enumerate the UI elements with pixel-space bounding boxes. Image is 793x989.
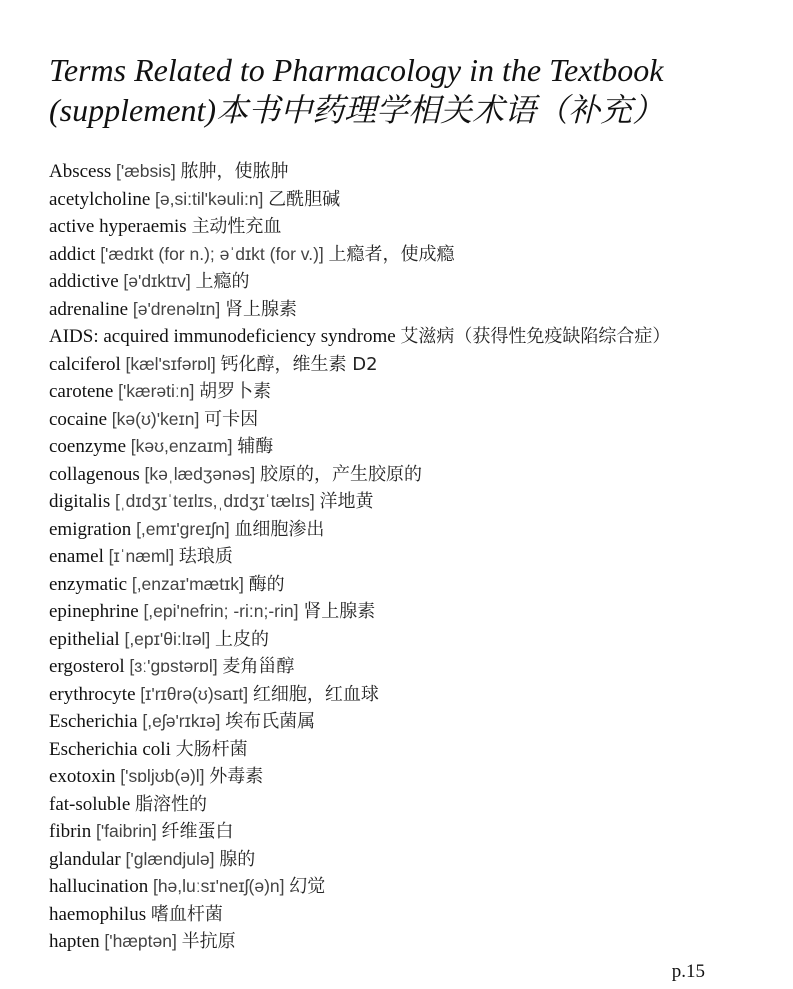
entry-term: coenzyme xyxy=(49,436,127,457)
entry-translation: 乙酰胆碱 xyxy=(268,188,341,210)
entry-translation: 洋地黄 xyxy=(319,491,374,512)
glossary-entry xyxy=(49,378,670,406)
entry-translation: 大肠杆菌 xyxy=(175,738,248,760)
entry-translation: 半抗原 xyxy=(181,931,236,952)
entry-term: calciferol xyxy=(49,353,121,375)
title-line-2: (supplement)本书中药理学相关术语（补充） xyxy=(49,92,665,128)
glossary-entry xyxy=(49,846,670,874)
glossary-entry xyxy=(49,873,670,901)
glossary-entry xyxy=(49,708,670,736)
entry-term: Escherichia coli xyxy=(49,738,171,760)
entry-pronunciation: [ə'dɪktɪv] xyxy=(123,271,191,291)
entry-term: hapten xyxy=(49,931,100,952)
entry-pronunciation: [,epɪ'θi:lɪəl] xyxy=(124,628,211,649)
entry-translation: 脂溶性的 xyxy=(135,793,208,815)
entry-translation: 嗜血杆菌 xyxy=(150,903,223,925)
glossary-entry xyxy=(49,268,670,296)
entry-pronunciation: [hə,luːsɪ'neɪʃ(ə)n] xyxy=(152,876,285,896)
entry-translation: 可卡因 xyxy=(204,408,259,430)
entry-pronunciation: [ə,si:til'kəuli:n] xyxy=(155,188,264,209)
entry-pronunciation: ['faibrin] xyxy=(95,821,157,841)
page-title xyxy=(49,50,769,130)
entry-pronunciation: ['kærətiːn] xyxy=(118,381,195,401)
entry-pronunciation: ['sɒljʊb(ə)l] xyxy=(120,766,205,786)
entry-term: carotene xyxy=(49,381,114,402)
entry-translation: 上瘾的 xyxy=(195,271,250,292)
entry-pronunciation: [kæl'sɪfərɒl] xyxy=(125,353,216,374)
glossary-entry xyxy=(49,296,670,324)
entry-pronunciation: ['glændjulə] xyxy=(125,848,215,869)
entry-term: hallucination xyxy=(49,876,149,897)
glossary-entry xyxy=(49,488,670,516)
entry-term: active hyperaemis xyxy=(49,216,187,237)
title-line-1: Terms Related to Pharmacology in the Textbook xyxy=(49,52,664,88)
glossary-list xyxy=(49,158,670,956)
glossary-entry xyxy=(49,516,670,544)
entry-term: cocaine xyxy=(49,408,108,430)
entry-pronunciation: [ɜː'gɒstərɒl] xyxy=(129,656,218,676)
entry-pronunciation: [ə'drenəlɪn] xyxy=(132,298,221,319)
glossary-entry xyxy=(49,186,670,214)
glossary-entry xyxy=(49,543,670,571)
entry-term: epinephrine xyxy=(49,601,139,622)
entry-translation: 幻觉 xyxy=(289,876,326,897)
glossary-entry xyxy=(49,158,670,186)
entry-term: epithelial xyxy=(49,628,120,650)
glossary-entry xyxy=(49,653,670,681)
entry-term: erythrocyte xyxy=(49,683,136,705)
entry-translation: 外毒素 xyxy=(209,766,264,787)
entry-pronunciation: [kəʊ,enzaɪm] xyxy=(130,436,233,456)
entry-translation: 艾滋病（获得性免疫缺陷综合症） xyxy=(400,326,671,347)
glossary-entry xyxy=(49,461,670,489)
entry-term: Escherichia xyxy=(49,711,138,732)
entry-translation: 主动性充血 xyxy=(191,216,282,237)
glossary-entry xyxy=(49,791,670,819)
entry-translation: 胡罗卜素 xyxy=(199,381,272,402)
glossary-entry xyxy=(49,213,670,241)
glossary-entry xyxy=(49,763,670,791)
entry-translation: 血细胞渗出 xyxy=(234,518,325,540)
entry-pronunciation: ['æbsis] xyxy=(116,161,176,181)
entry-pronunciation: [kə(ʊ)'keɪn] xyxy=(111,408,200,429)
entry-term: addict xyxy=(49,243,96,265)
glossary-entry xyxy=(49,406,670,434)
entry-term: acetylcholine xyxy=(49,188,151,210)
entry-pronunciation: [kəˌlædʒənəs] xyxy=(144,463,256,484)
entry-translation: 纤维蛋白 xyxy=(161,821,234,842)
glossary-entry xyxy=(49,433,670,461)
entry-translation: 珐琅质 xyxy=(178,546,233,567)
entry-pronunciation: ['hæptən] xyxy=(104,931,177,951)
entry-term: glandular xyxy=(49,848,121,870)
entry-pronunciation: [ˌdɪdʒɪˈteɪlɪs,ˌdɪdʒɪˈtælɪs] xyxy=(114,491,315,511)
entry-translation: 上皮的 xyxy=(215,628,270,650)
glossary-entry xyxy=(49,241,670,269)
entry-term: adrenaline xyxy=(49,298,129,320)
glossary-entry xyxy=(49,901,670,929)
entry-pronunciation: [,epi'nefrin; -ri:n;-rin] xyxy=(143,601,299,621)
glossary-entry xyxy=(49,598,670,626)
entry-pronunciation: ['ædɪkt (for n.); əˈdɪkt (for v.)] xyxy=(100,243,324,264)
entry-translation: 辅酶 xyxy=(237,436,274,457)
entry-pronunciation: [,emɪ'greɪʃn] xyxy=(136,518,230,539)
glossary-entry xyxy=(49,736,670,764)
entry-translation: 酶的 xyxy=(248,573,285,595)
page-number: p.15 xyxy=(671,961,705,982)
entry-pronunciation: [ɪˈnæml] xyxy=(108,546,175,566)
entry-translation: 胶原的，产生胶原的 xyxy=(259,463,422,485)
glossary-entry xyxy=(49,818,670,846)
glossary-entry xyxy=(49,351,670,379)
glossary-entry xyxy=(49,571,670,599)
entry-translation: 脓肿，使脓肿 xyxy=(180,161,289,182)
entry-translation: 麦角甾醇 xyxy=(222,656,295,677)
entry-translation: 肾上腺素 xyxy=(303,601,376,622)
glossary-entry xyxy=(49,681,670,709)
entry-pronunciation: [ɪ'rɪθrə(ʊ)saɪt] xyxy=(140,683,249,704)
entry-term: enzymatic xyxy=(49,573,128,595)
entry-term: digitalis xyxy=(49,491,111,512)
entry-term: exotoxin xyxy=(49,766,116,787)
entry-term: AIDS: acquired immunodeficiency syndrome xyxy=(49,326,396,347)
glossary-entry xyxy=(49,626,670,654)
entry-term: fibrin xyxy=(49,821,92,842)
entry-translation: 钙化醇，维生素 D2 xyxy=(220,353,378,375)
glossary-entry xyxy=(49,928,670,956)
entry-term: haemophilus xyxy=(49,903,147,925)
entry-pronunciation: [,enzaɪ'mætɪk] xyxy=(131,573,244,594)
entry-term: fat-soluble xyxy=(49,793,131,815)
entry-translation: 上瘾者，使成瘾 xyxy=(328,243,455,265)
entry-term: addictive xyxy=(49,271,119,292)
entry-translation: 埃布氏菌属 xyxy=(225,711,316,732)
entry-translation: 腺的 xyxy=(219,848,256,870)
entry-term: emigration xyxy=(49,518,132,540)
entry-term: collagenous xyxy=(49,463,140,485)
entry-translation: 红细胞，红血球 xyxy=(252,683,379,705)
entry-term: Abscess xyxy=(49,161,112,182)
entry-term: enamel xyxy=(49,546,104,567)
entry-term: ergosterol xyxy=(49,656,125,677)
glossary-entry xyxy=(49,323,670,351)
entry-translation: 肾上腺素 xyxy=(225,298,298,320)
entry-pronunciation: [,eʃə'rɪkɪə] xyxy=(142,711,221,731)
